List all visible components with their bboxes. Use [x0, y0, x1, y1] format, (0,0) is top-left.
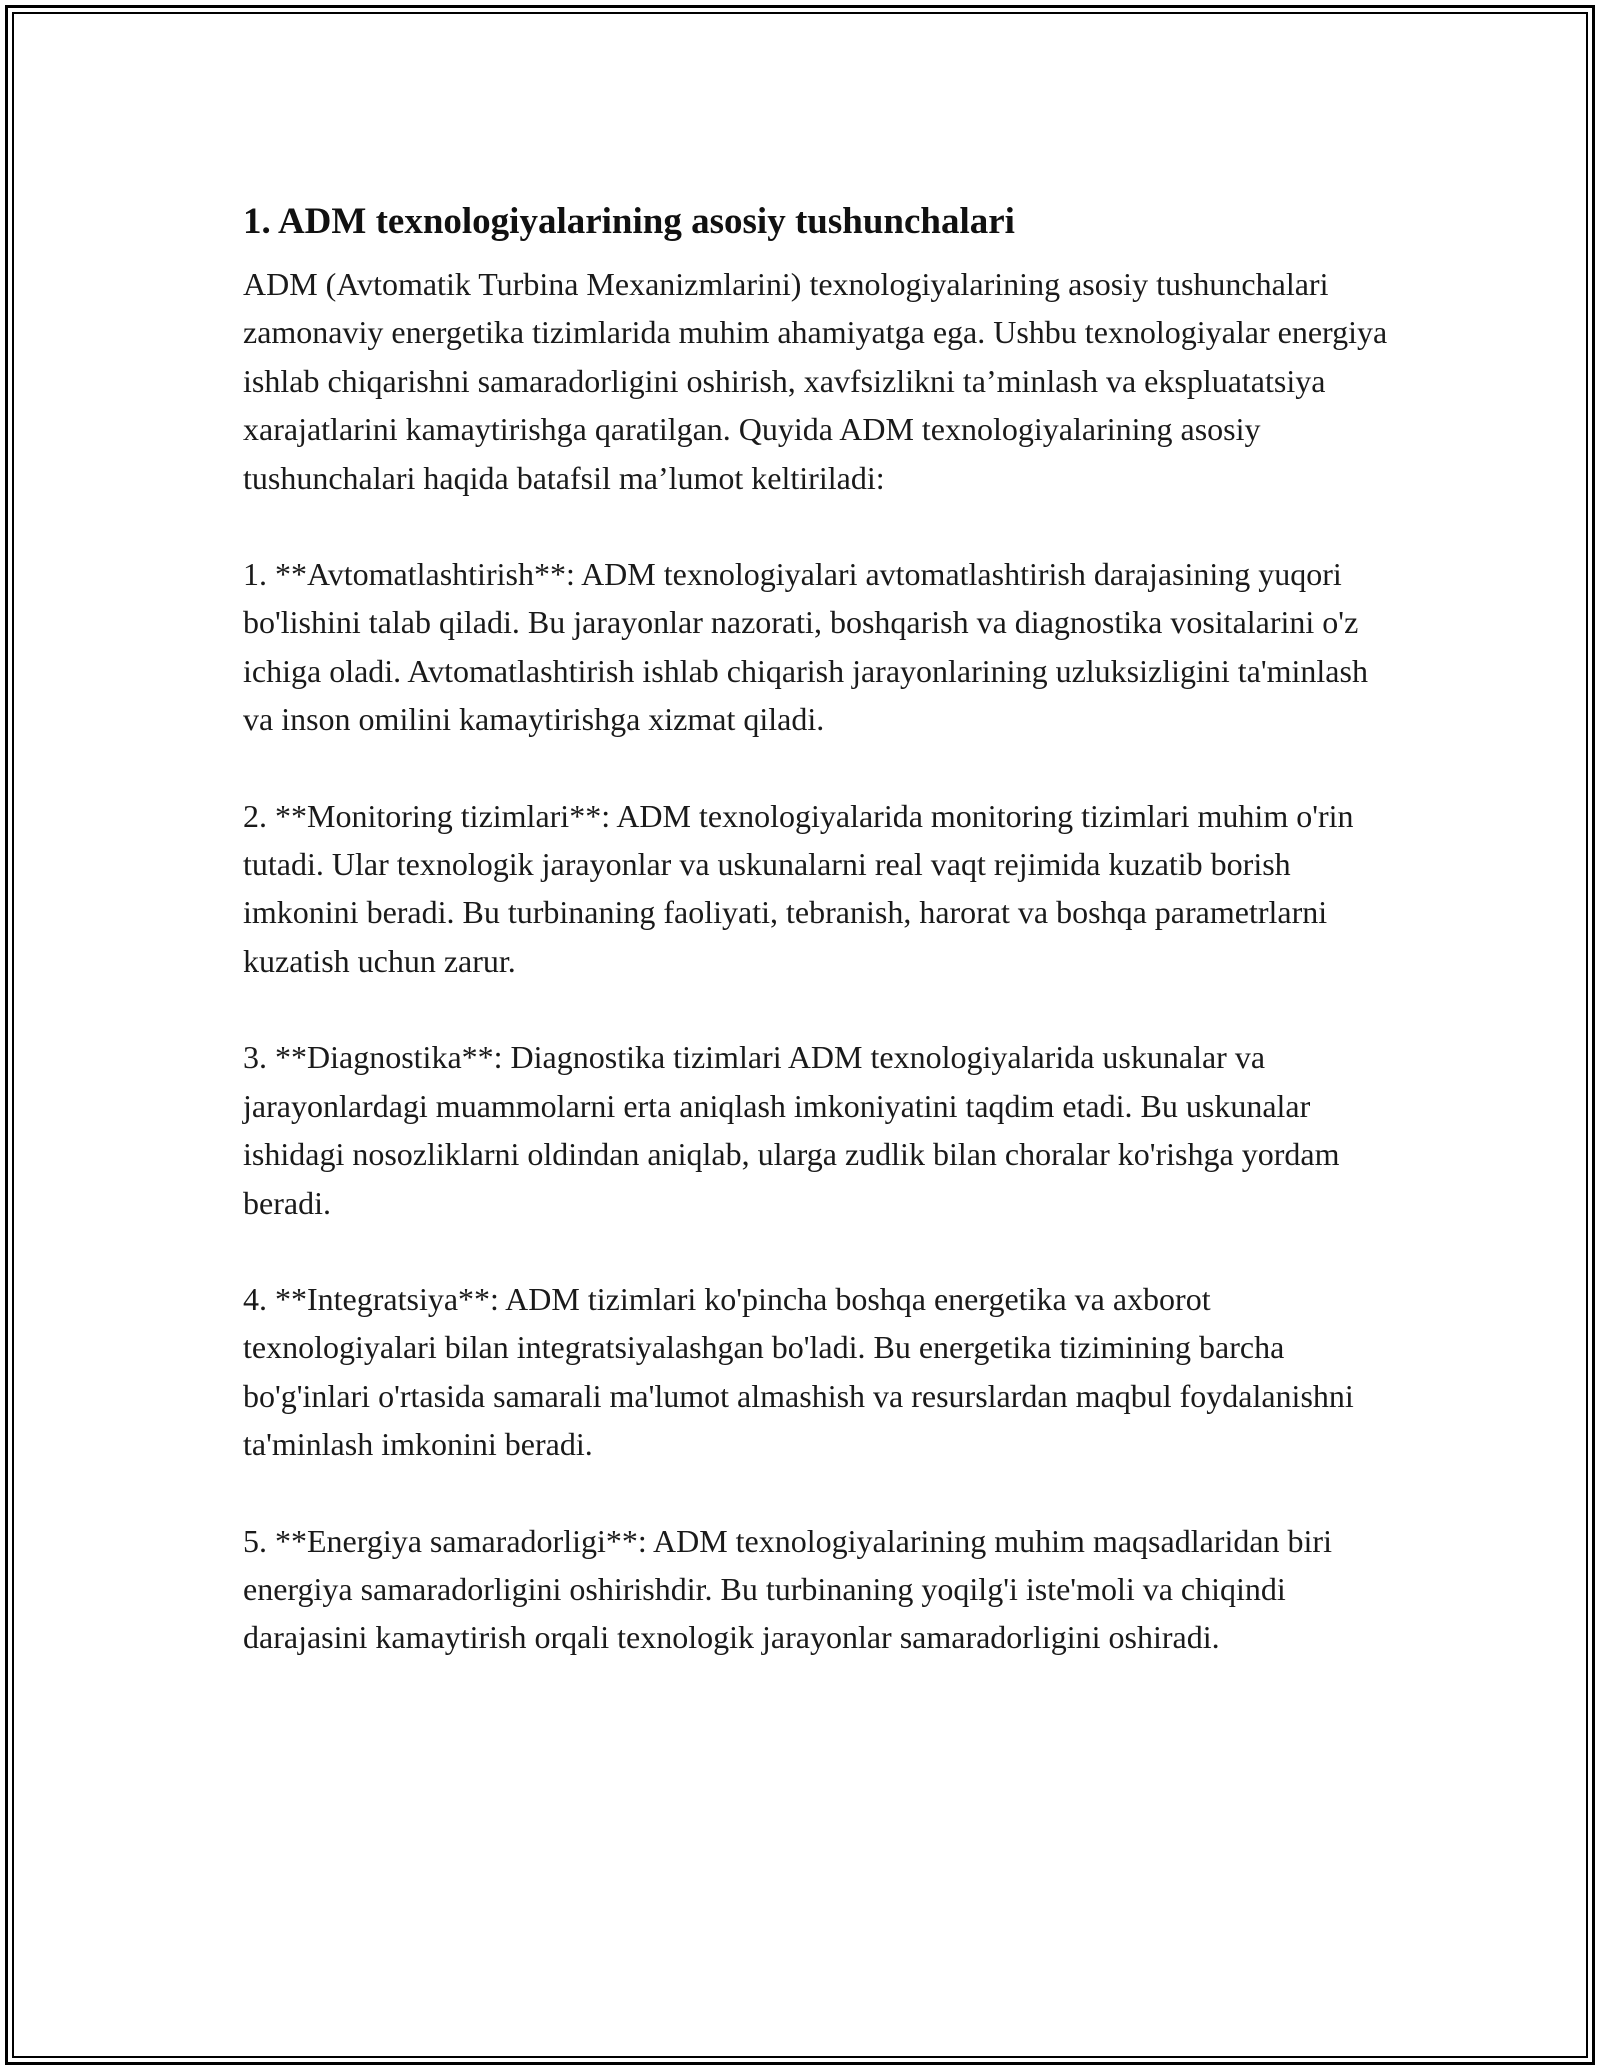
section-title: 1. ADM texnologiyalarining asosiy tushunchalari [243, 201, 1015, 242]
list-item-diagnostika: 3. **Diagnostika**: Diagnostika tizimlari ADM texnologiyalarida uskunalar va jarayonlardagi muammolarni erta aniqlash imkoniyatini taqdim etadi. Bu uskunalar ishidagi nosozliklarni oldindan aniqlab, ularga zudlik bilan choralar ko'rishga yordam beradi. [243, 1039, 1340, 1221]
list-item-energiya-samaradorligi: 5. **Energiya samaradorligi**: ADM texnologiyalarining muhim maqsadlaridan biri energiya samaradorligini oshirishdir. Bu turbinaning yoqilg'i iste'moli va chiqindi darajasini kamaytirish orqali texnologik jarayonlar samaradorligini oshiradi. [243, 1522, 1332, 1656]
list-item-avtomatlashtirish: 1. **Avtomatlashtirish**: ADM texnologiyalari avtomatlashtirish darajasining yuqori bo'lishini talab qiladi. Bu jarayonlar nazorati, boshqarish va diagnostika vositalarini o'z ichiga oladi. Avtomatlashtirish ishlab chiqarish jarayonlarining uzluksizligini ta'minlash va inson omilini kamaytirishga xizmat qiladi. [243, 556, 1368, 738]
list-item-monitoring: 2. **Monitoring tizimlari**: ADM texnologiyalarida monitoring tizimlari muhim o'rin tutadi. Ular texnologik jarayonlar va uskunalarni real vaqt rejimida kuzatib borish imkonini beradi. Bu turbinaning faoliyati, tebranish, harorat va boshqa parametrlarni kuzatish uchun zarur. [243, 797, 1354, 979]
page-frame [5, 5, 1595, 2065]
intro-paragraph: ADM (Avtomatik Turbina Mexanizmlarini) texnologiyalarining asosiy tushunchalari zamonaviy energetika tizimlarida muhim ahamiyatga ega. Ushbu texnologiyalar energiya ishlab chiqarishni samaradorligini oshirish, xavfsizlikni ta’minlash va ekspluatatsiya xarajatlarini kamaytirishga qaratilgan. Quyida ADM texnologiyalarining asosiy tushunchalari haqida batafsil ma’lumot keltiriladi: [243, 266, 1388, 496]
document-content [243, 198, 1388, 1662]
list-item-integratsiya: 4. **Integratsiya**: ADM tizimlari ko'pincha boshqa energetika va axborot texnologiyalari bilan integratsiyalashgan bo'ladi. Bu energetika tizimining barcha bo'g'inlari o'rtasida samarali ma'lumot almashish va resurslardan maqbul foydalanishni ta'minlash imkonini beradi. [243, 1280, 1354, 1463]
